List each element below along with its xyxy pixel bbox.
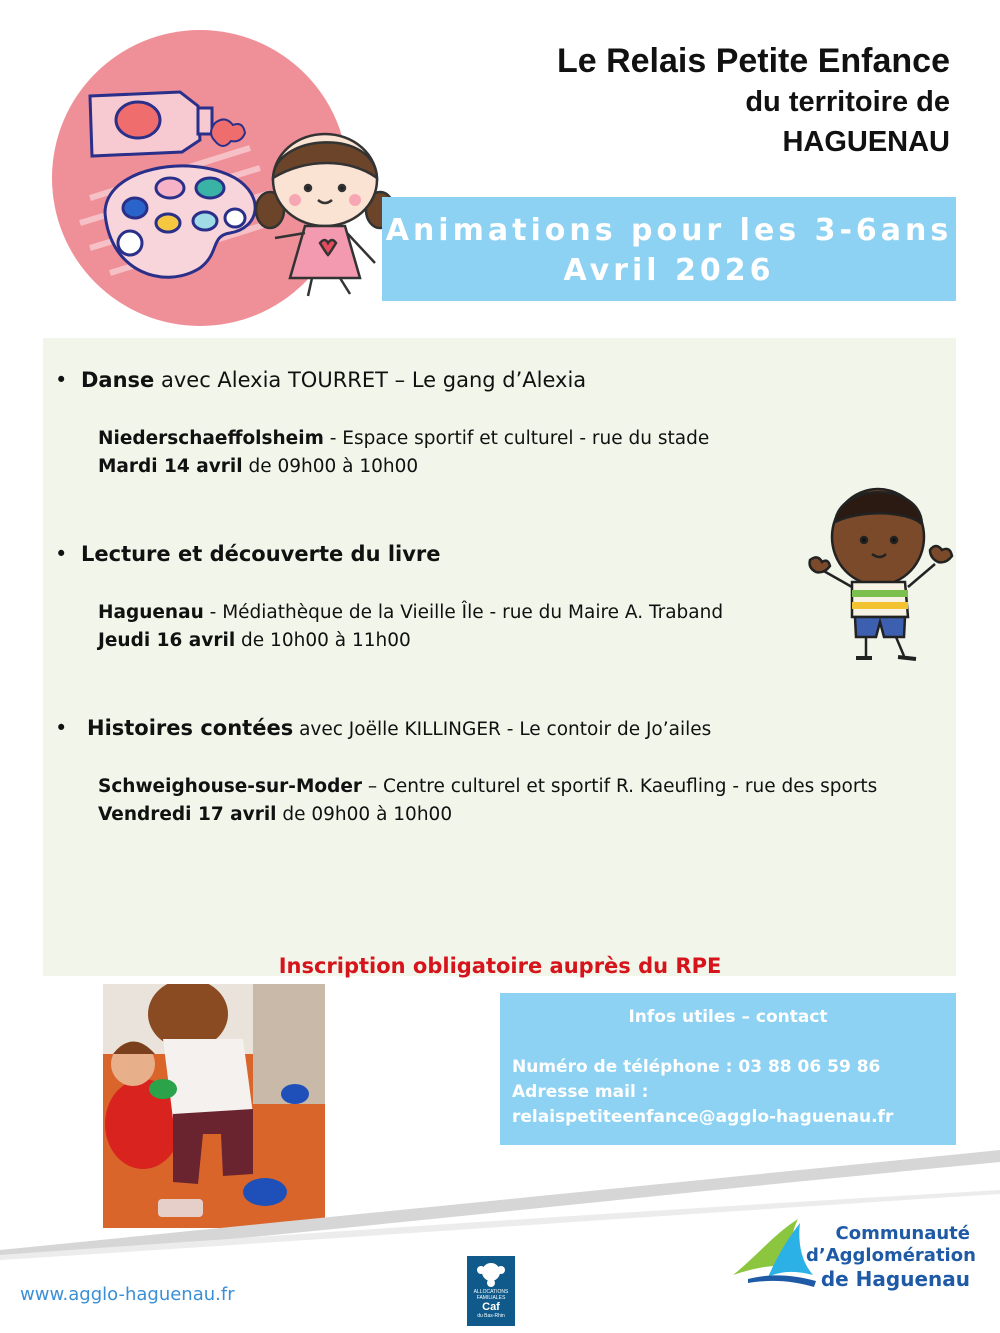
date-day: Jeudi 16 avril	[98, 630, 236, 651]
place-town: Haguenau	[98, 602, 204, 623]
website-link[interactable]: www.agglo-haguenau.fr	[20, 1284, 235, 1305]
agglomeration-wing-icon	[728, 1215, 818, 1295]
activity-title	[55, 716, 711, 740]
activity-name: Danse	[81, 368, 155, 392]
activity-title	[55, 542, 441, 566]
caf-name: Caf	[482, 1301, 500, 1313]
contact-mail[interactable]: relaispetiteenfance@agglo-haguenau.fr	[512, 1107, 894, 1127]
agglomeration-logo	[728, 1215, 978, 1295]
activity-detail: avec Joëlle KILLINGER - Le contoir de Jo’ailes	[293, 719, 712, 740]
activity-name: Lecture et découverte du livre	[81, 542, 441, 566]
date-day: Mardi 14 avril	[98, 456, 243, 477]
place-detail: - Médiathèque de la Vieille Île - rue du Maire A. Traband	[203, 602, 724, 623]
date-time: de 09h00 à 10h00	[276, 804, 453, 825]
activity-place	[98, 776, 877, 797]
cah-line-3: de Haguenau	[820, 1267, 970, 1291]
title-line-2: du territoire de	[745, 86, 950, 118]
contact-box	[500, 993, 956, 1145]
caf-family-icon	[467, 1260, 515, 1290]
activity-place	[98, 428, 709, 449]
contact-phone: Numéro de téléphone : 03 88 06 59 86	[512, 1057, 881, 1077]
agglomeration-name	[806, 1223, 976, 1291]
activity-name: Histoires contées	[87, 716, 294, 740]
animations-banner	[382, 197, 956, 301]
date-time: de 10h00 à 11h00	[235, 630, 411, 651]
title-line-1: Le Relais Petite Enfance	[556, 42, 950, 80]
inscription-notice: Inscription obligatoire auprès du RPE	[278, 954, 722, 978]
waving-boy-illustration	[800, 482, 960, 667]
cah-line-2: d’Agglomération	[806, 1245, 976, 1266]
place-town: Niederschaeffolsheim	[98, 428, 324, 449]
caf-top-text: ALLOCATIONS FAMILIALES	[473, 1289, 509, 1301]
place-town: Schweighouse-sur-Moder	[98, 776, 362, 797]
date-time: de 09h00 à 10h00	[242, 456, 419, 477]
bullet: •	[55, 716, 68, 740]
caf-bottom-text: du Bas-Rhin	[477, 1313, 505, 1319]
activity-detail: avec Alexia TOURRET – Le gang d’Alexia	[154, 368, 587, 392]
title-line-3: HAGUENAU	[782, 126, 950, 158]
caf-logo	[467, 1256, 515, 1326]
place-detail: - Espace sportif et culturel - rue du stade	[323, 428, 710, 449]
place-detail: – Centre culturel et sportif R. Kaeufling - rue des sports	[362, 776, 878, 797]
banner-title: Animations pour les 3-6ans	[385, 213, 953, 248]
cah-line-1: Communauté	[835, 1223, 970, 1244]
bullet: •	[55, 542, 68, 566]
activity-title	[55, 368, 586, 392]
banner-month: Avril 2026	[563, 253, 775, 288]
activity-date	[98, 630, 411, 651]
bullet: •	[55, 368, 68, 392]
relais-title	[557, 40, 950, 162]
activity-place	[98, 602, 723, 623]
painting-girl-illustration	[50, 28, 410, 328]
date-day: Vendredi 17 avril	[98, 804, 277, 825]
activity-date	[98, 804, 452, 825]
contact-mail-label: Adresse mail :	[512, 1082, 649, 1102]
activity-date	[98, 456, 418, 477]
contact-title: Infos utiles – contact	[628, 1007, 828, 1027]
